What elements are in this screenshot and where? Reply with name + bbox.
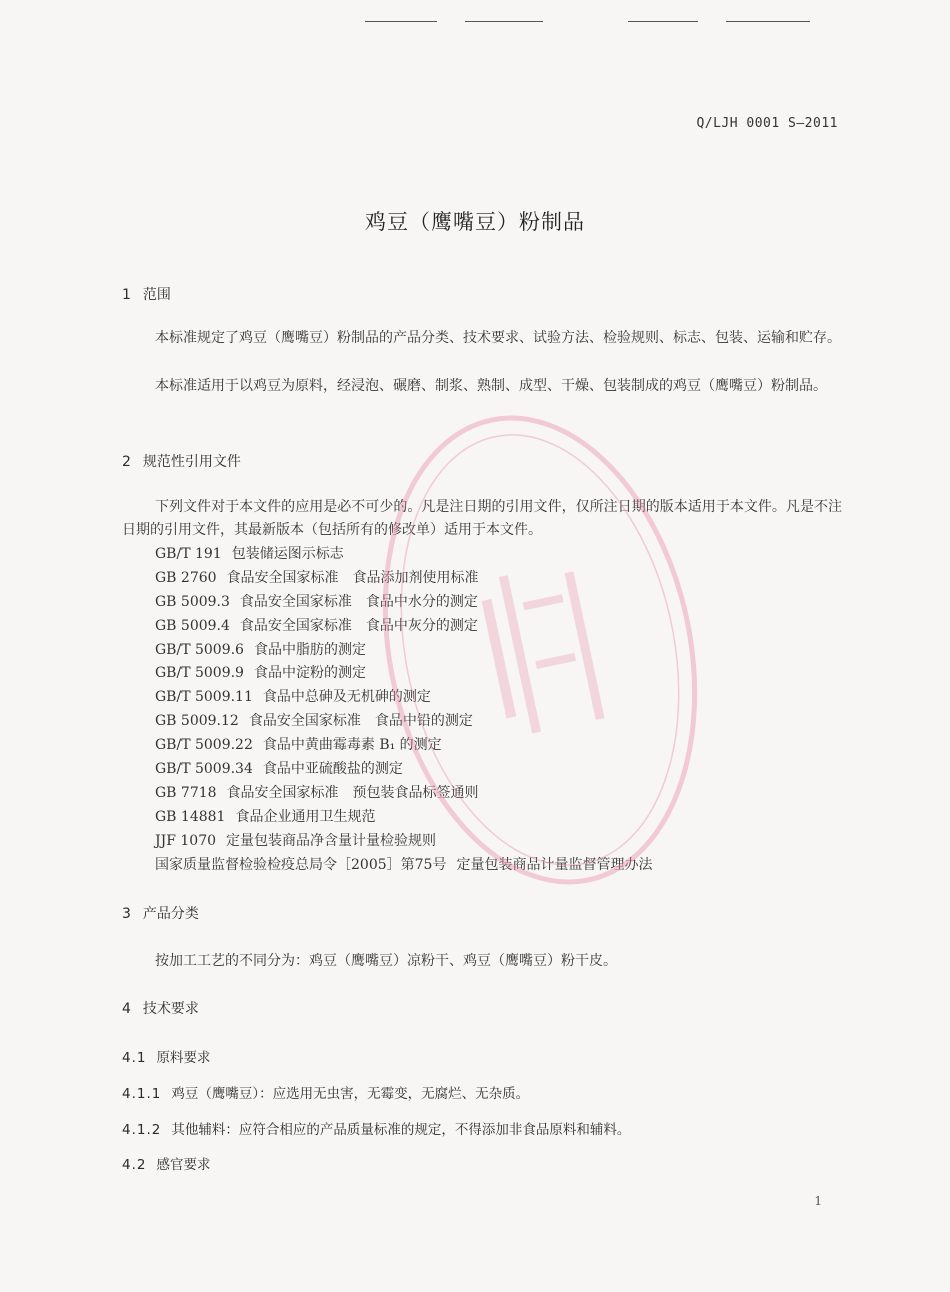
- paragraph: 下列文件对于本文件的应用是必不可少的。凡是注日期的引用文件，仅所注日期的版本适用于本文件。凡是不注日期的引用文件，其最新版本（包括所有的修改单）适用于本文件。: [122, 499, 842, 538]
- reference-code: GB 7718: [155, 784, 217, 801]
- reference-code: GB 5009.3: [155, 593, 230, 610]
- section-number: 4: [122, 1001, 131, 1017]
- reference-name: 食品安全国家标准 食品添加剂使用标准: [226, 569, 479, 586]
- reference-code: GB/T 191: [155, 546, 222, 562]
- top-rule: [628, 21, 698, 22]
- reference-code: GB 2760: [155, 569, 217, 586]
- clause-number: 4.1.1: [122, 1086, 162, 1102]
- reference-code: GB/T 5009.22: [155, 737, 253, 754]
- clause-4-1: [122, 1046, 210, 1066]
- document-title: 鸡豆（鹰嘴豆）粉制品: [365, 210, 585, 234]
- document-code: Q/LJH 0001 S—2011: [696, 116, 838, 131]
- paragraph: 本标准适用于以鸡豆为原料，经浸泡、碾磨、制浆、熟制、成型、干燥、包装制成的鸡豆（鹰嘴豆）粉制品。: [155, 378, 827, 394]
- reference-name: 食品安全国家标准 食品中水分的测定: [239, 593, 478, 610]
- reference-name: 食品安全国家标准 食品中灰分的测定: [239, 617, 478, 634]
- reference-name: 包装储运图示标志: [231, 546, 344, 562]
- reference-name: 食品中黄曲霉毒素 B₁ 的测定: [262, 737, 442, 754]
- reference-code: JJF 1070: [155, 832, 217, 849]
- clause-4-1-1: [122, 1082, 529, 1102]
- reference-name: 食品中脂肪的测定: [253, 641, 366, 658]
- clause-title: 感官要求: [156, 1157, 211, 1173]
- clause-number: 4.1.2: [122, 1122, 162, 1138]
- reference-code: 国家质量监督检验检疫总局令［2005］第75号: [155, 856, 447, 873]
- reference-name: 食品企业通用卫生规范: [235, 808, 376, 825]
- reference-item: [155, 854, 835, 878]
- section-number: 3: [122, 906, 131, 922]
- reference-item: [155, 543, 835, 567]
- reference-code: GB/T 5009.34: [155, 761, 253, 778]
- reference-item: [155, 830, 835, 854]
- reference-item: [155, 782, 835, 806]
- reference-item: [155, 758, 835, 782]
- section-title: 范围: [142, 287, 171, 303]
- reference-list: [155, 543, 835, 877]
- section-number: 1: [122, 287, 131, 303]
- reference-item: [155, 710, 835, 734]
- section-title: 产品分类: [142, 906, 199, 922]
- reference-item: [155, 615, 835, 639]
- section-number: 2: [122, 454, 131, 470]
- reference-name: 食品中总砷及无机砷的测定: [262, 689, 431, 706]
- reference-item: [155, 567, 835, 591]
- reference-item: [155, 639, 835, 663]
- clause-4-2: [122, 1153, 210, 1173]
- reference-code: GB 5009.12: [155, 713, 239, 730]
- section-heading-normative-references: [122, 451, 241, 471]
- reference-name: 食品中亚硫酸盐的测定: [262, 761, 403, 778]
- clause-text: 鸡豆（鹰嘴豆）：应选用无虫害，无霉变，无腐烂、无杂质。: [171, 1086, 530, 1102]
- reference-code: GB/T 5009.6: [155, 641, 244, 658]
- section-heading-scope: [122, 284, 171, 304]
- section-title: 技术要求: [142, 1001, 199, 1017]
- clause-number: 4.2: [122, 1157, 147, 1173]
- reference-code: GB 5009.4: [155, 617, 230, 634]
- reference-name: 定量包装商品计量监督管理办法: [456, 856, 653, 873]
- reference-item: [155, 686, 835, 710]
- reference-name: 食品安全国家标准 食品中铅的测定: [248, 713, 473, 730]
- reference-name: 食品安全国家标准 预包装食品标签通则: [226, 784, 479, 801]
- reference-item: [155, 734, 835, 758]
- paragraph: 本标准规定了鸡豆（鹰嘴豆）粉制品的产品分类、技术要求、试验方法、检验规则、标志、包装、运输和贮存。: [155, 330, 841, 346]
- clause-title: 原料要求: [156, 1050, 211, 1066]
- reference-name: 定量包装商品净含量计量检验规则: [226, 832, 437, 849]
- reference-code: GB/T 5009.9: [155, 665, 244, 682]
- clause-text: 其他辅料：应符合相应的产品质量标准的规定，不得添加非食品原料和辅料。: [171, 1122, 631, 1138]
- clause-number: 4.1: [122, 1050, 147, 1066]
- top-rule: [365, 21, 437, 22]
- reference-code: GB/T 5009.11: [155, 689, 253, 706]
- reference-name: 食品中淀粉的测定: [253, 665, 366, 682]
- top-rule: [465, 21, 543, 22]
- reference-item: [155, 662, 835, 686]
- section-heading-product-classification: [122, 903, 199, 923]
- section-heading-technical-requirements: [122, 998, 199, 1018]
- page-number: 1: [814, 1194, 822, 1208]
- reference-item: [155, 806, 835, 830]
- section-title: 规范性引用文件: [142, 454, 241, 470]
- paragraph: 按加工工艺的不同分为：鸡豆（鹰嘴豆）凉粉干、鸡豆（鹰嘴豆）粉干皮。: [155, 953, 617, 969]
- clause-4-1-2: [122, 1118, 630, 1138]
- reference-code: GB 14881: [155, 808, 226, 825]
- reference-item: [155, 591, 835, 615]
- top-rule: [726, 21, 810, 22]
